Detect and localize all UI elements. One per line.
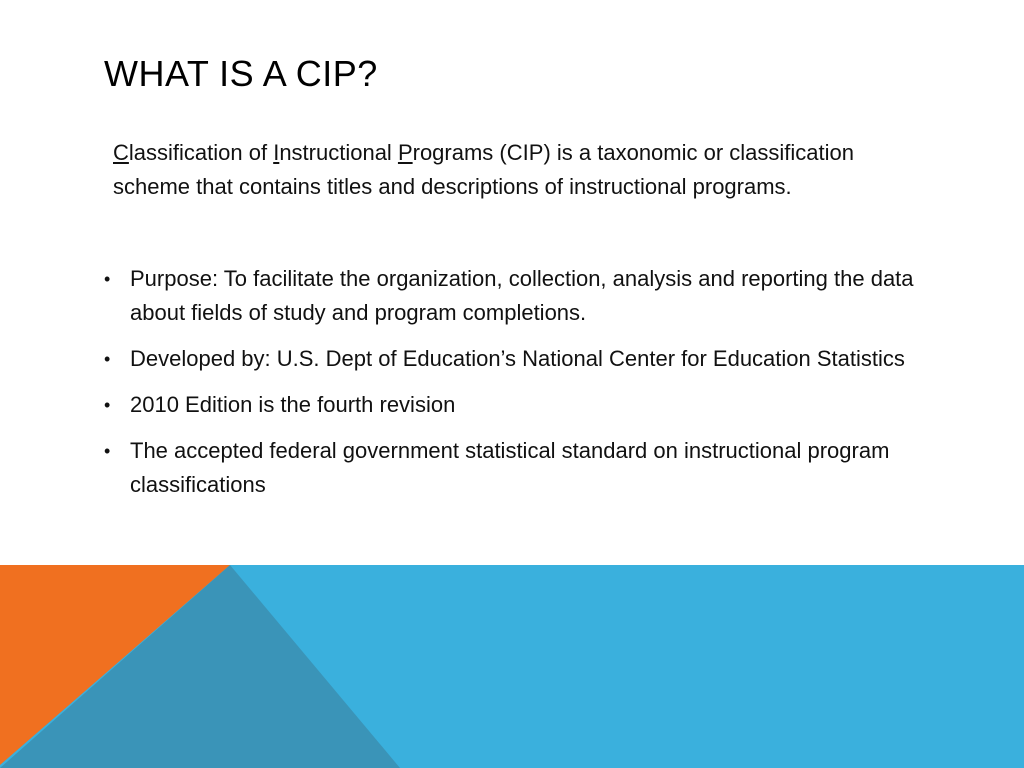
term-initial-i: I — [273, 140, 280, 165]
term-rest-programs: rograms — [412, 140, 494, 165]
decorative-footer-shapes — [0, 565, 1024, 768]
bullet-icon: • — [104, 269, 111, 289]
bullet-icon: • — [104, 349, 111, 369]
cip-acronym: CIP — [506, 140, 544, 165]
term-rest-classification: lassification of — [128, 140, 274, 165]
bullet-text: The accepted federal government statistical standard on instructional program classifications — [130, 438, 890, 497]
open-paren: ( — [493, 140, 507, 165]
bullet-text: 2010 Edition is the fourth revision — [130, 392, 456, 417]
bullet-icon: • — [104, 395, 111, 415]
definition-text: ) is a taxonomic or classification scheme that contains titles and descriptions of instructional programs. — [113, 140, 855, 199]
cip-term — [113, 140, 493, 165]
cip-definition — [113, 136, 913, 204]
bullet-item-edition — [104, 388, 964, 422]
bullet-icon: • — [104, 441, 111, 461]
bullet-item-purpose — [104, 262, 964, 330]
term-initial-p: P — [397, 140, 413, 165]
term-initial-c: C — [113, 140, 129, 165]
bullet-list — [104, 262, 964, 514]
bullet-item-developed-by — [104, 342, 964, 376]
slide-title: WHAT IS A CIP? — [104, 53, 378, 94]
bullet-text: Purpose: To facilitate the organization, collection, analysis and reporting the data about fields of study and program completions. — [130, 266, 914, 325]
term-rest-instructional: nstructional — [279, 140, 398, 165]
bullet-text: Developed by: U.S. Dept of Education’s National Center for Education Statistics — [130, 346, 905, 371]
bullet-item-standard — [104, 434, 964, 502]
